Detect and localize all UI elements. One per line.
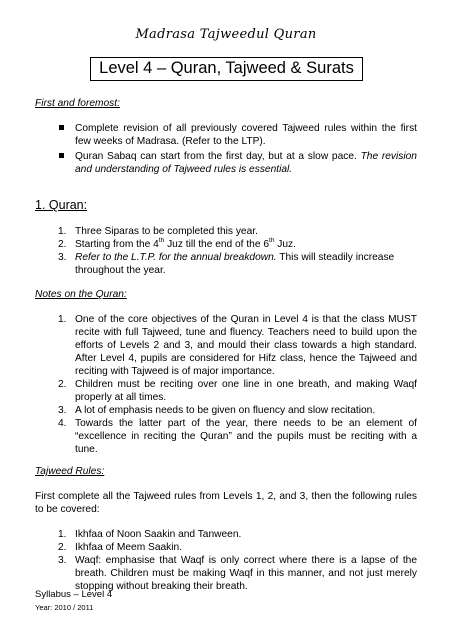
- quran-item-2-end: Juz.: [274, 239, 296, 250]
- ordinal-suffix: th: [269, 236, 275, 244]
- note-text: One of the core objectives of the Quran in Level 4 is that the class MUST recite with full Tajweed, tune and fluency. Teachers need to build upon the efforts of Levels 2 and 3, and mould their class towards a high standard. After Level 4, pupils are considered for Hifz class, hence the Tajweed and reciting with Tajweed is of major importance.: [75, 314, 417, 377]
- quran-item-2-cont: Juz till the end of the 6: [164, 239, 270, 250]
- item-number: 3.: [58, 405, 67, 416]
- item-number: 2.: [58, 239, 67, 250]
- first-heading: First and foremost:: [35, 98, 120, 109]
- tajweed-heading: Tajweed Rules:: [35, 466, 105, 477]
- list-item: [35, 417, 417, 456]
- item-number: 1.: [58, 226, 67, 237]
- list-item: [35, 238, 417, 251]
- quran-list: [35, 225, 417, 277]
- tajweed-list: [35, 528, 417, 593]
- bullet-text: Quran Sabaq can start from the first day, but at a slow pace.: [75, 151, 357, 162]
- quran-item-2: Starting from the 4: [75, 239, 159, 250]
- quran-item-3-rest: This will steadily increase throughout the year.: [75, 252, 395, 276]
- item-number: 3.: [58, 555, 67, 566]
- notes-heading: Notes on the Quran:: [35, 289, 127, 300]
- quran-item-1: Three Siparas to be completed this year.: [75, 226, 258, 237]
- document-header: Madrasa Tajweedul Quran: [135, 27, 317, 42]
- ordinal-suffix: th: [158, 236, 165, 244]
- list-item: [35, 225, 417, 238]
- bullet-icon: [59, 125, 64, 130]
- rule-text: Ikhfaa of Noon Saakin and Tanween.: [75, 529, 242, 540]
- item-number: 2.: [58, 542, 67, 553]
- note-text: A lot of emphasis needs to be given on fluency and slow recitation.: [75, 405, 376, 416]
- quran-heading: 1. Quran:: [35, 198, 88, 212]
- footer-year: Year: 2010 / 2011: [35, 603, 94, 612]
- list-item: [35, 541, 417, 554]
- notes-list: [35, 313, 417, 456]
- bullet-icon: [59, 153, 64, 158]
- item-number: 1.: [58, 529, 67, 540]
- list-item: [35, 378, 417, 404]
- note-text: Towards the latter part of the year, there needs to be an element of “excellence in reciting the Quran” and the pupils must be reciting with a tune.: [75, 418, 417, 455]
- list-item: [35, 528, 417, 541]
- ltp-reference: Refer to the L.T.P. for the annual breakdown.: [75, 252, 277, 263]
- list-item: [35, 313, 417, 378]
- list-item: [35, 404, 417, 417]
- item-number: 2.: [58, 379, 67, 390]
- list-item: [35, 122, 417, 148]
- item-number: 4.: [58, 418, 67, 429]
- bullet-emphasis: The revision and understanding of Tajweed rules is essential.: [75, 151, 417, 175]
- note-text: Children must be reciting over one line in one breath, and making Waqf properly at all times.: [75, 379, 417, 403]
- item-number: 3.: [58, 252, 67, 263]
- page-title: Level 4 – Quran, Tajweed & Surats: [90, 57, 363, 81]
- rule-text: Ikhfaa of Meem Saakin.: [75, 542, 183, 553]
- footer-syllabus: Syllabus – Level 4: [35, 589, 113, 600]
- tajweed-intro: First complete all the Tajweed rules from Levels 1, 2, and 3, then the following rules to be covered:: [35, 491, 417, 515]
- first-bullet-list: [35, 122, 417, 176]
- list-item: [35, 150, 417, 176]
- bullet-text: Complete revision of all previously covered Tajweed rules within the first few weeks of Madrasa. (Refer to the LTP).: [75, 123, 417, 147]
- list-item: [35, 251, 417, 277]
- rule-text: Waqf: emphasise that Waqf is only correct where there is a lapse of the breath. Children must be making Waqf in this manner, and not just merely stopping without breaking their breath.: [75, 555, 417, 592]
- item-number: 1.: [58, 314, 67, 325]
